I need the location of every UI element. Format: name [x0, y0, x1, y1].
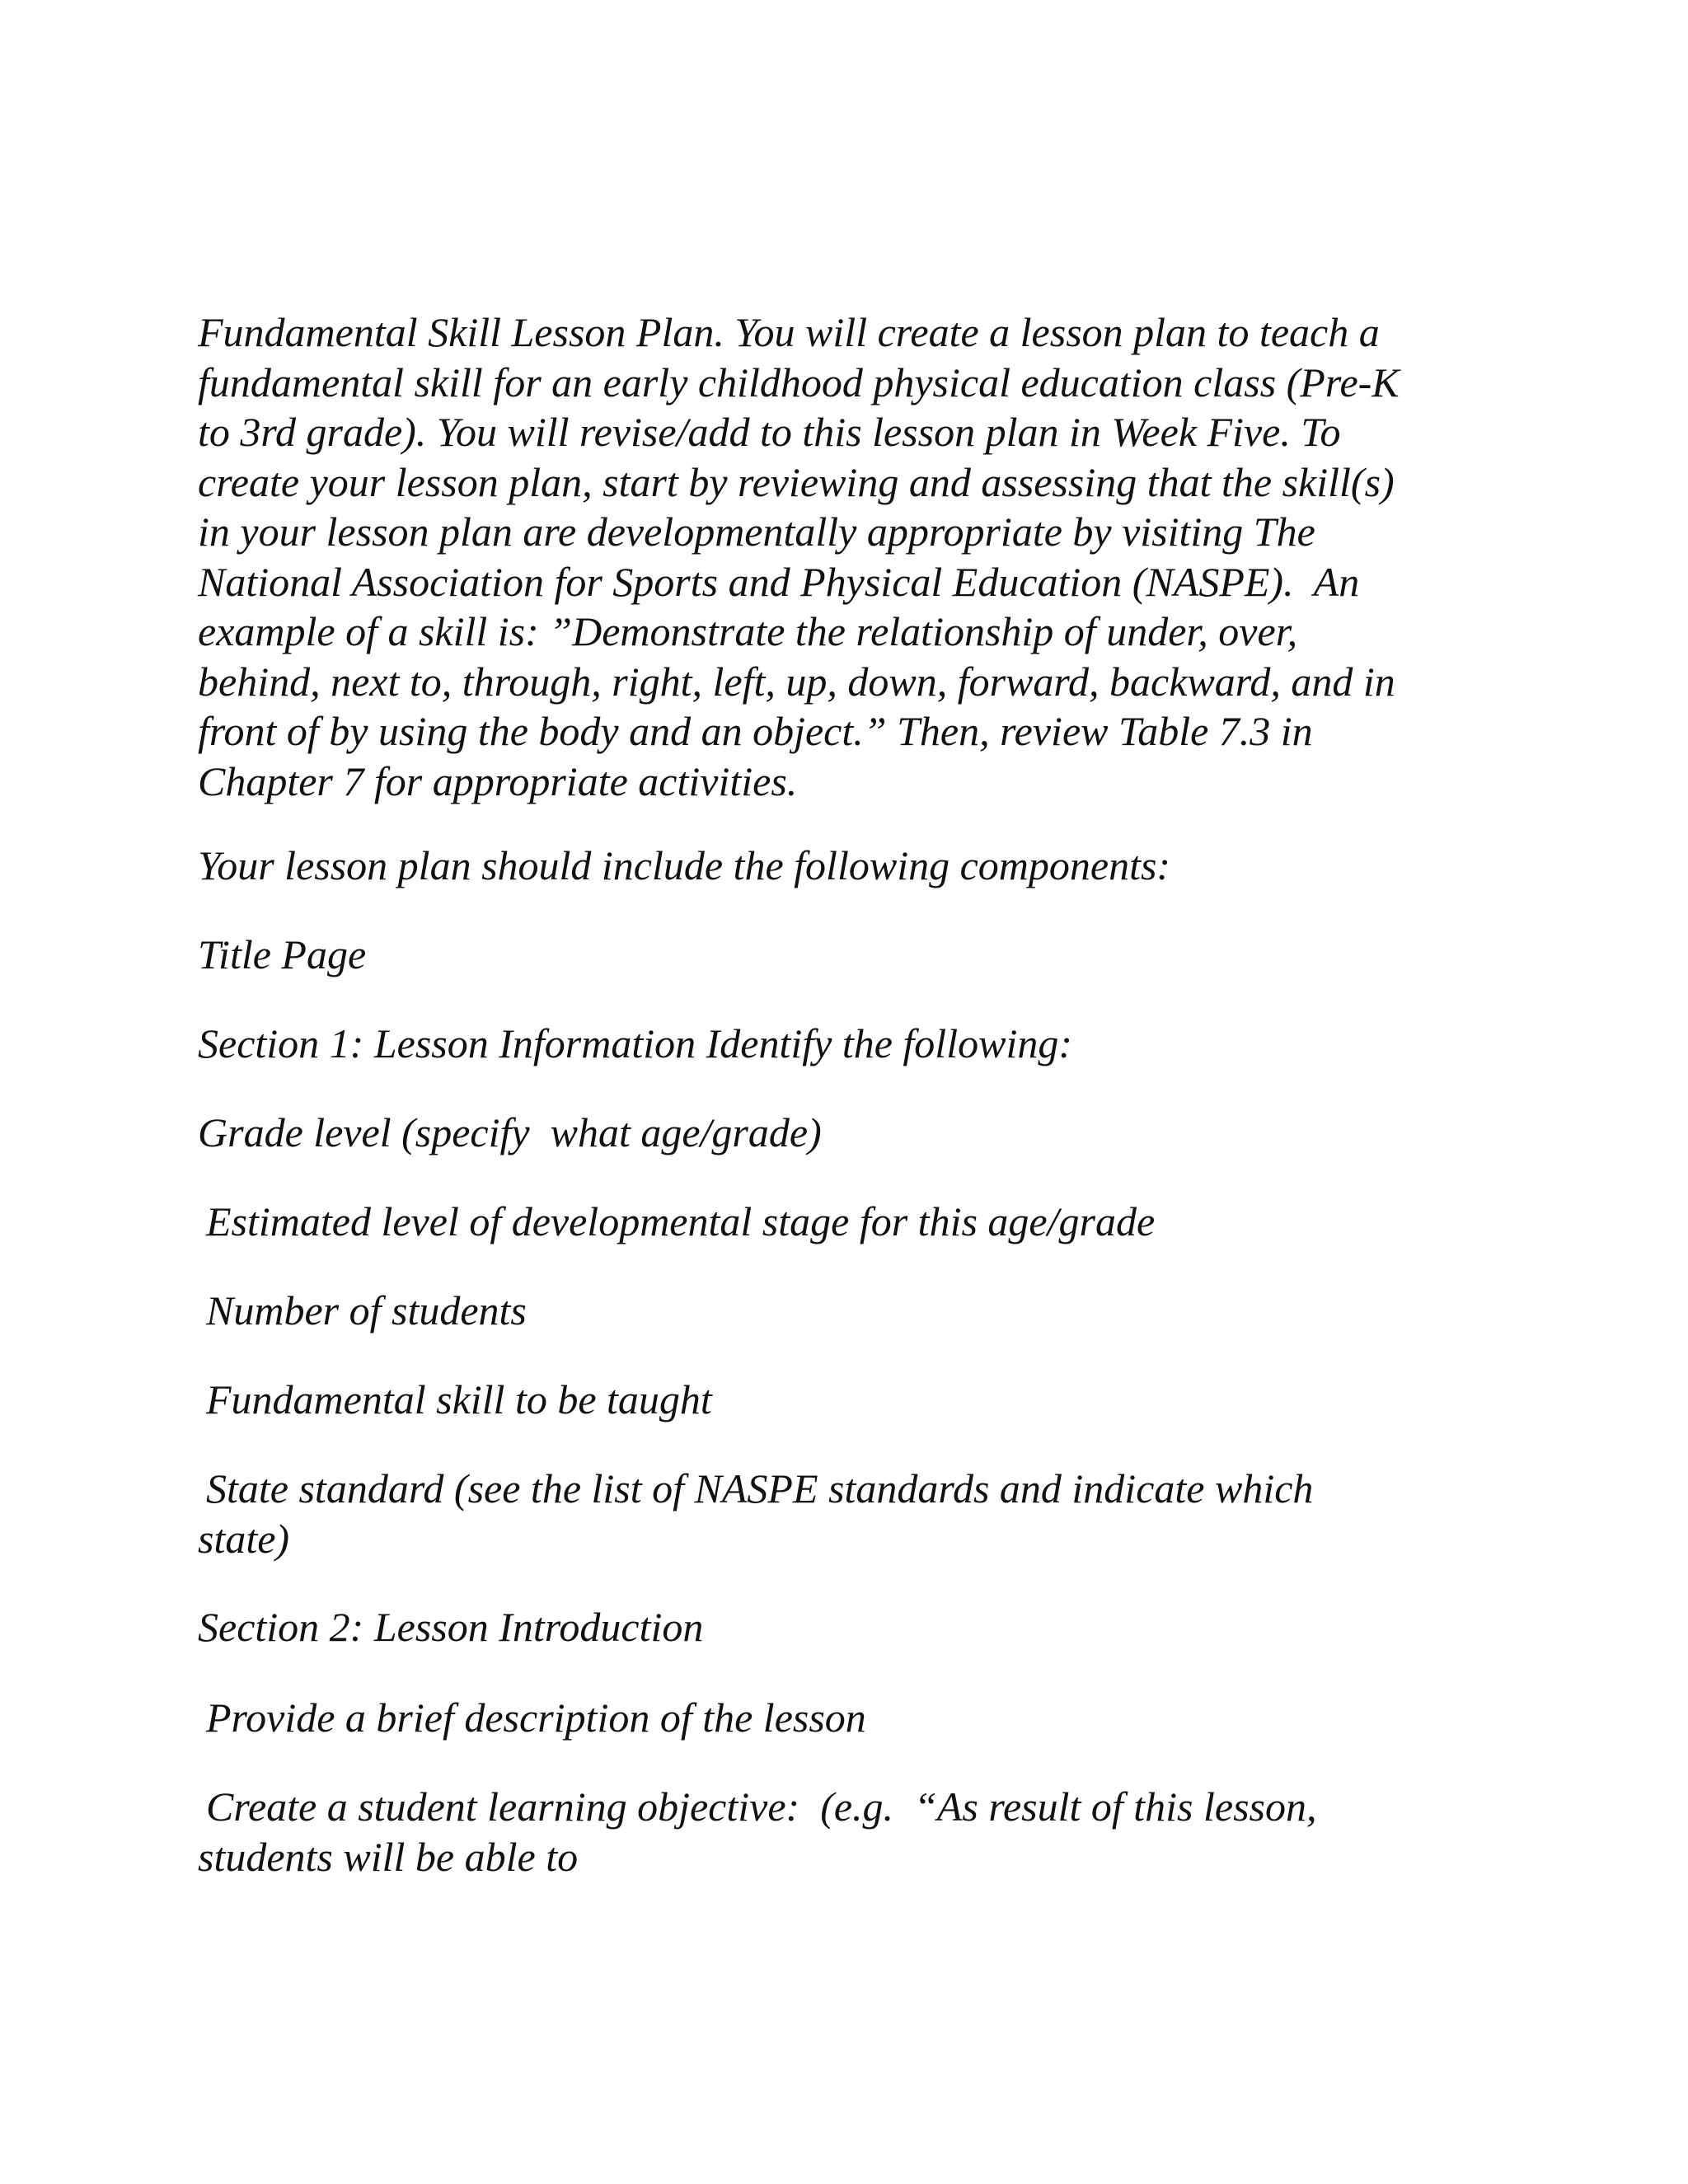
- intro-line: front of by using the body and an object.” Then, review Table 7.3 in: [198, 708, 1313, 754]
- intro-line: example of a skill is: ”Demonstrate the relationship of under, over,: [198, 608, 1298, 654]
- learning-objective-line: Create a student learning objective: (e.g. “As result of this lesson,: [206, 1783, 1317, 1830]
- title-page-item: [198, 930, 1517, 980]
- developmental-stage-text: Estimated level of developmental stage for this age/grade: [206, 1198, 1156, 1244]
- learning-objective-item: [198, 1782, 1517, 1882]
- state-standard-line: state): [198, 1515, 290, 1562]
- grade-level-text: Grade level (specify what age/grade): [198, 1109, 822, 1155]
- section-2-heading-text: Section 2: Lesson Introduction: [198, 1604, 704, 1650]
- intro-line: create your lesson plan, start by reviewing and assessing that the skill(s): [198, 458, 1395, 505]
- intro-line: Chapter 7 for appropriate activities.: [198, 757, 798, 804]
- fundamental-skill-item: [206, 1375, 1525, 1425]
- developmental-stage-item: [206, 1197, 1525, 1247]
- intro-line: National Association for Sports and Physical Education (NASPE). An: [198, 558, 1360, 605]
- intro-line: behind, next to, through, right, left, up, down, forward, backward, and in: [198, 658, 1395, 705]
- state-standard-item: [198, 1464, 1517, 1563]
- title-page-text: Title Page: [198, 931, 367, 977]
- intro-line: Fundamental Skill Lesson Plan. You will create a lesson plan to teach a: [198, 309, 1380, 355]
- number-of-students-item: [206, 1286, 1525, 1336]
- intro-line: in your lesson plan are developmentally appropriate by visiting The: [198, 509, 1315, 555]
- brief-description-item: [206, 1693, 1525, 1743]
- section-2-heading: [198, 1602, 1517, 1652]
- section-1-heading-text: Section 1: Lesson Information Identify the following:: [198, 1020, 1072, 1066]
- brief-description-text: Provide a brief description of the lesson: [206, 1694, 866, 1741]
- learning-objective-line: students will be able to: [198, 1833, 579, 1880]
- section-1-heading: [198, 1019, 1517, 1069]
- intro-line: fundamental skill for an early childhood physical education class (Pre-K: [198, 359, 1400, 405]
- components-intro-text: Your lesson plan should include the following components:: [198, 842, 1171, 888]
- number-of-students-text: Number of students: [206, 1287, 527, 1333]
- intro-line: to 3rd grade). You will revise/add to this lesson plan in Week Five. To: [198, 409, 1341, 455]
- fundamental-skill-text: Fundamental skill to be taught: [206, 1376, 712, 1422]
- state-standard-line: State standard (see the list of NASPE standards and indicate which: [206, 1465, 1314, 1511]
- intro-paragraph: [198, 307, 1517, 806]
- components-intro: [198, 841, 1517, 891]
- grade-level-item: [198, 1108, 1517, 1158]
